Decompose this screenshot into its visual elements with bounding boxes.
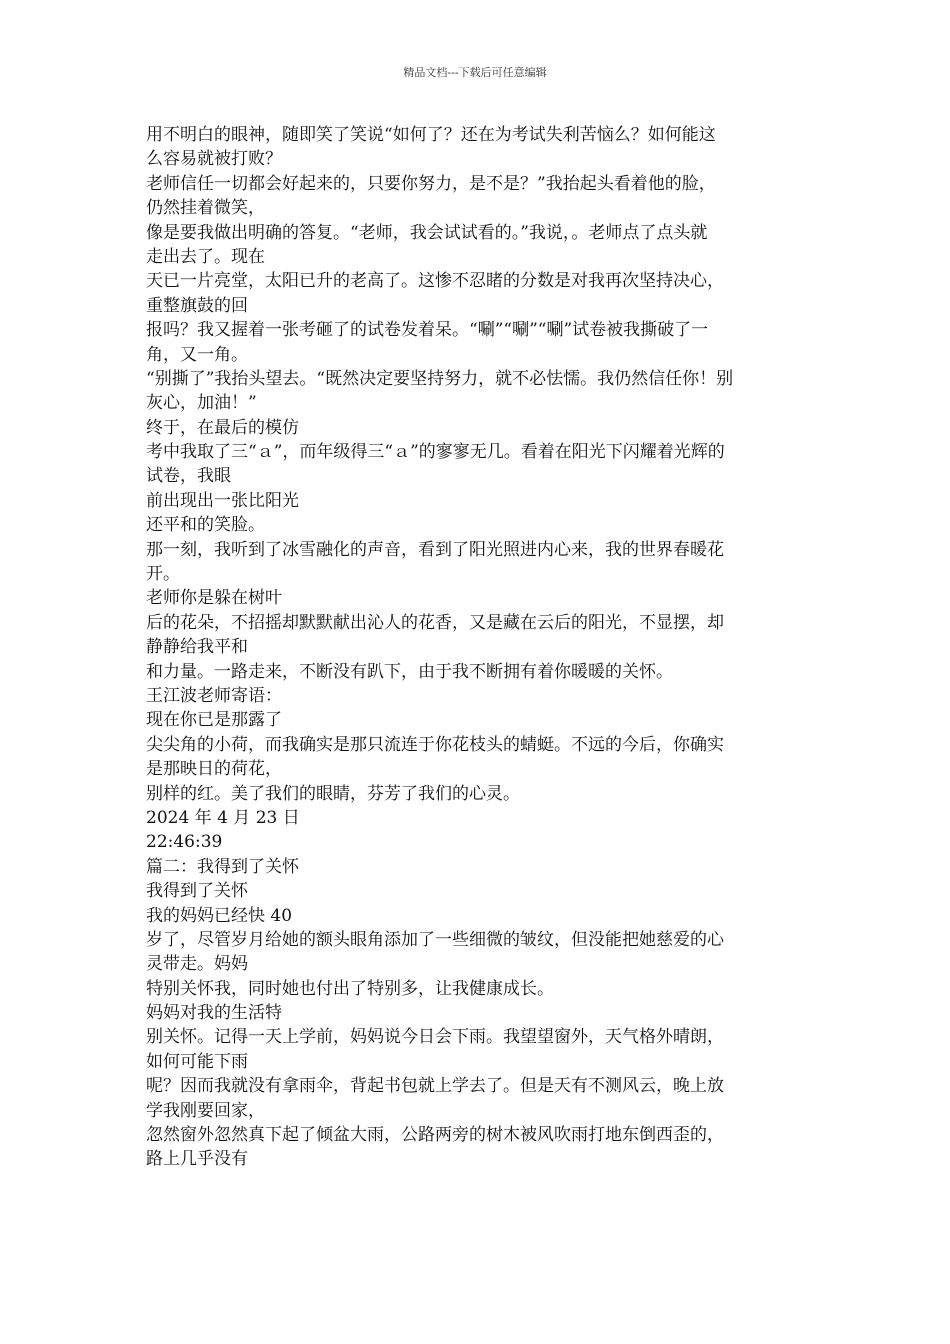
text-line: 还平和的笑脸。	[146, 515, 265, 536]
text-line: 终于，在最后的模仿	[146, 417, 299, 438]
text-line: 仍然挂着微笑，	[146, 198, 265, 219]
text-line: 老师你是躲在树叶	[146, 588, 282, 609]
time-line: 22:46:39	[146, 832, 223, 853]
text-line: 后的花朵，不招摇却默默献出沁人的花香，又是藏在云后的阳光，不显摆，却	[146, 612, 724, 633]
text-line: 王江波老师寄语：	[146, 685, 282, 706]
text-line: 前出现出一张比阳光	[146, 490, 299, 511]
text-line: 重整旗鼓的回	[146, 295, 248, 316]
text-line: 报吗？我又握着一张考砸了的试卷发着呆。“唰”“唰”“唰”试卷被我撕破了一	[146, 320, 709, 341]
text-line: 别样的红。美了我们的眼睛，芬芳了我们的心灵。	[146, 783, 520, 804]
text-line: 别关怀。记得一天上学前，妈妈说今日会下雨。我望望窗外，天气格外晴朗，	[146, 1027, 724, 1048]
text-line: 是那映日的荷花，	[146, 759, 282, 780]
text-line: 和力量。一路走来，不断没有趴下，由于我不断拥有着你暖暖的关怀。	[146, 661, 673, 682]
text-line: 角，又一角。	[146, 344, 248, 365]
text-line: 尖尖角的小荷，而我确实是那只流连于你花枝头的蜻蜓。不远的今后，你确实	[146, 734, 724, 755]
text-line: 忽然窗外忽然真下起了倾盆大雨，公路两旁的树木被风吹雨打地东倒西歪的，	[146, 1125, 724, 1146]
text-line: 老师信任一切都会好起来的，只要你努力，是不是？”我抬起头看着他的脸，	[146, 173, 716, 194]
text-line: 岁了，尽管岁月给她的额头眼角添加了一些细微的皱纹，但没能把她慈爱的心	[146, 929, 724, 950]
section-heading: 篇二：我得到了关怀	[146, 856, 299, 877]
date-line: 2024 年 4 月 23 日	[146, 807, 300, 828]
text-line: 灰心，加油！”	[146, 393, 257, 414]
text-line: 么容易就被打败？	[146, 149, 282, 170]
text-line: 那一刻，我听到了冰雪融化的声音，看到了阳光照进内心来，我的世界春暖花	[146, 539, 724, 560]
text-line: 路上几乎没有	[146, 1149, 248, 1170]
document-body	[146, 123, 806, 1172]
text-line: 像是要我做出明确的答复。“老师，我会试试看的。”我说，。老师点了点头就	[146, 222, 708, 243]
text-line: 特别关怀我，同时她也付出了特别多，让我健康成长。	[146, 978, 554, 999]
text-line: 开。	[146, 564, 180, 585]
text-line: 学我刚要回家，	[146, 1100, 265, 1121]
text-line: 妈妈对我的生活特	[146, 1003, 282, 1024]
text-line: 试卷，我眼	[146, 466, 231, 487]
text-line: 呢？因而我就没有拿雨伞，背起书包就上学去了。但是天有不测风云，晚上放	[146, 1076, 724, 1097]
text-line: 考中我取了三“ａ”，而年级得三“ａ”的寥寥无几。看着在阳光下闪耀着光辉的	[146, 442, 725, 463]
text-line: 用不明白的眼神，随即笑了笑说“如何了？还在为考试失利苦恼么？如何能这	[146, 125, 716, 145]
text-line: 灵带走。妈妈	[146, 954, 248, 975]
article-title: 我得到了关怀	[146, 881, 248, 902]
text-line: 走出去了。现在	[146, 246, 265, 267]
text-line: 静静给我平和	[146, 637, 248, 658]
text-line: “别撕了”我抬头望去。“既然决定要坚持努力，就不必怯懦。我仍然信任你！别	[146, 368, 734, 389]
text-line: 天已一片亮堂，太阳已升的老高了。这惨不忍睹的分数是对我再次坚持决心，	[146, 271, 724, 292]
text-line: 现在你已是那露了	[146, 710, 282, 731]
page-header: 精品文档---下载后可任意编辑	[403, 66, 547, 79]
text-line: 如何可能下雨	[146, 1051, 248, 1072]
text-line: 我的妈妈已经快 40	[146, 905, 293, 926]
